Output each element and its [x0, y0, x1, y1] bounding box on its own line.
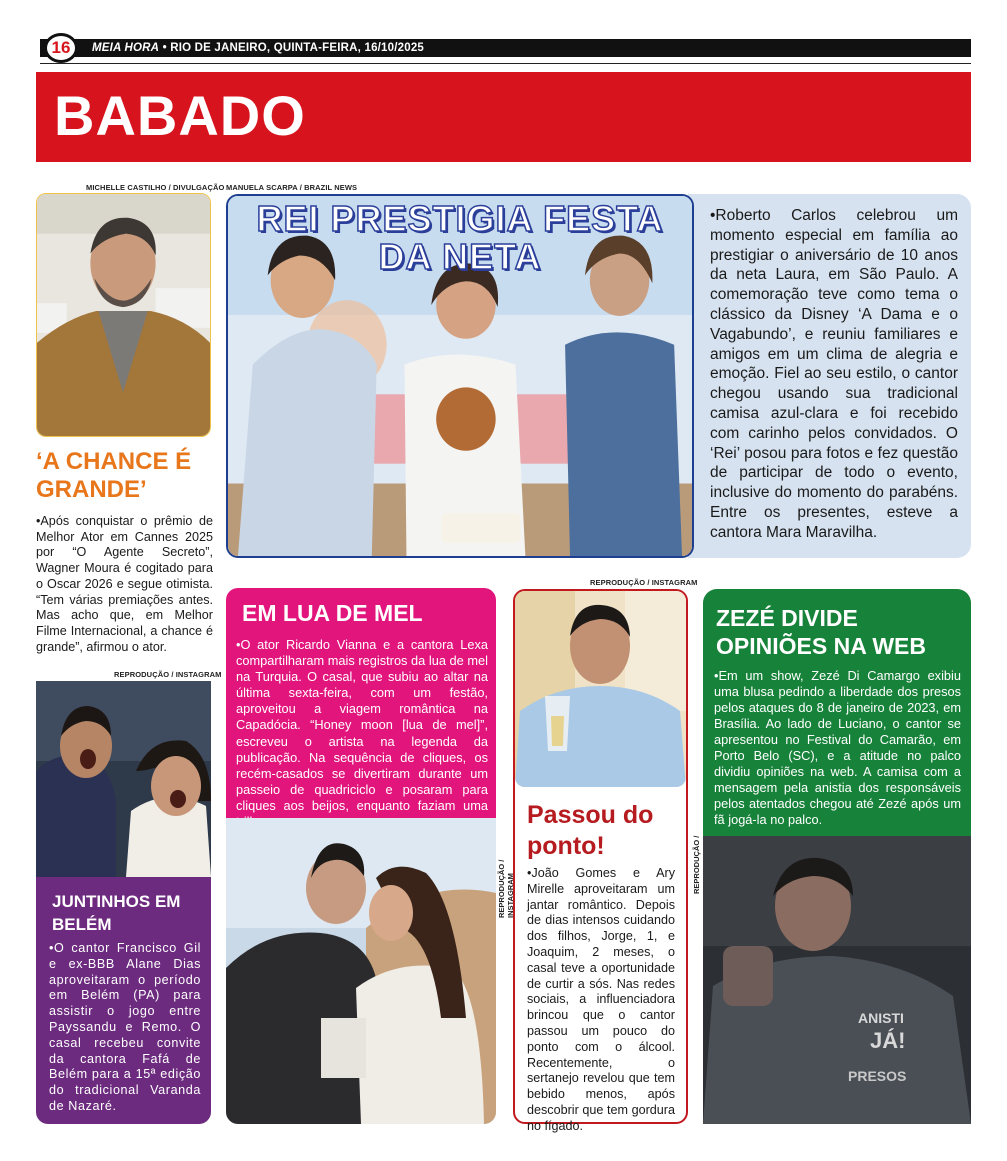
headline-zeze: ZEZÉ DIVIDE OPINIÕES NA WEB [716, 605, 926, 659]
body-belem: •O cantor Francisco Gil e ex-BBB Alane Dias aproveitaram o período em Belém (PA) para assistir o jogo entre Payssandu e Remo. O casal recebeu convite da cantora Fafá de Belém para a 15ª edição do tradicional Varanda de Nazaré. [49, 941, 201, 1113]
headline-passou: Passou do ponto! [527, 801, 654, 860]
photo-credit-zeze: REPRODUÇÃO / [692, 835, 701, 894]
brand-name: MEIA HORA [92, 42, 160, 54]
shirt-text-1: ANISTI [858, 1010, 904, 1026]
body-wagner: •Após conquistar o prêmio de Melhor Ator em Cannes 2025 por “O Agente Secreto”, Wagner Moura é cogitado para o Oscar 2026 e segue otimista. “Tem várias premiações antes. Mas acho que, em Melhor Filme Internacional, a chance é grande”, afirmou o ator. [36, 514, 213, 654]
body-roberto: •Roberto Carlos celebrou um momento especial em família ao prestigiar o aniversário de 10 anos da neta Laura, em São Paulo. A comemoração teve como tema o clássico da Disney ‘A Dama e o Vagabundo’, e reuniu familiares e amigos em um clima de alegria e emoção. Fiel ao seu estilo, o cantor chegou usando sua tradicional camisa azul-clara e foi recebido com carinho pelos convidados. O ‘Rei’ posou para fotos e fez questão de participar de todo o evento, inclusive do momento do parabéns. Entre os presentes, esteve a cantora Mara Maravilha. [710, 207, 958, 541]
photo-credit-lua-de-mel: REPRODUÇÃO / INSTAGRAM [497, 859, 515, 918]
body-passou: •João Gomes e Ary Mirelle aproveitaram um jantar romântico. Depois de dias intensos cuidando dos filhos, Jorge, 1, e Joaquim, 2 meses, o casal teve a oportunidade de curtir a sós. Nas redes sociais, a influenciadora brincou que o cantor passou um pouco do ponto com o álcool. Recentemente, o sertanejo revelou que tem bebido menos, após descobrir que tem gordura no fígado. [527, 866, 675, 1133]
photo-lua-de-mel [226, 818, 496, 1124]
shirt-text-3: PRESOS [848, 1068, 907, 1084]
body-lua-de-mel: •O ator Ricardo Vianna e a cantora Lexa compartilharam mais registros da lua de mel na Turquia. O casal, que subiu ao altar na última sexta-feira, com um festão, aproveitou a viagem romântica na Capadócia. “Honey moon [lua de mel]”, escreveu o artista na legenda da publicação. Na sequência de cliques, os recém-casados se divertiram durante um passeio de quadriciclo e posaram para cliques aos beijos, enquanto faziam uma [236, 637, 488, 813]
headline-belem: JUNTINHOS EM BELÉM [52, 892, 181, 934]
photo-passou [515, 591, 686, 787]
photo-zeze [703, 836, 971, 1124]
dateline [92, 40, 424, 56]
photo-wagner [36, 193, 211, 437]
page-number: 16 [44, 33, 78, 63]
photo-credit-wagner: MICHELLE CASTILHO / DIVULGAÇÃO [86, 183, 225, 192]
photo-credit-roberto: MANUELA SCARPA / BRAZIL NEWS [226, 183, 358, 192]
photo-belem [36, 681, 211, 877]
photo-credit-passou: REPRODUÇÃO / INSTAGRAM [590, 578, 698, 587]
section-title: BABADO [54, 84, 306, 147]
date-text: • RIO DE JANEIRO, QUINTA-FEIRA, 16/10/2025 [159, 42, 425, 54]
shirt-text-2: JÁ! [870, 1028, 906, 1053]
headline-roberto: REI PRESTIGIA FESTA DA NETA [256, 198, 664, 277]
headline-wagner: ‘A CHANCE É GRANDE’ [36, 448, 192, 503]
header-rule [40, 63, 971, 64]
photo-credit-belem: REPRODUÇÃO / INSTAGRAM [114, 670, 222, 679]
headline-lua-de-mel: EM LUA DE MEL [242, 600, 423, 626]
body-zeze: •Em um show, Zezé Di Camargo exibiu uma blusa pedindo a liberdade dos presos pelos ataques do 8 de janeiro de 2023, em Brasília. Ao lado de Luciano, o cantor se apresentou no Festival do Camarão, em Porto Belo (SC), e a atitude no palco dividiu opiniões na web. A camisa com a mensagem pela anistia dos responsáveis pelos atentados chegou até Zezé após um fã jogá-la no palco. [714, 668, 961, 827]
